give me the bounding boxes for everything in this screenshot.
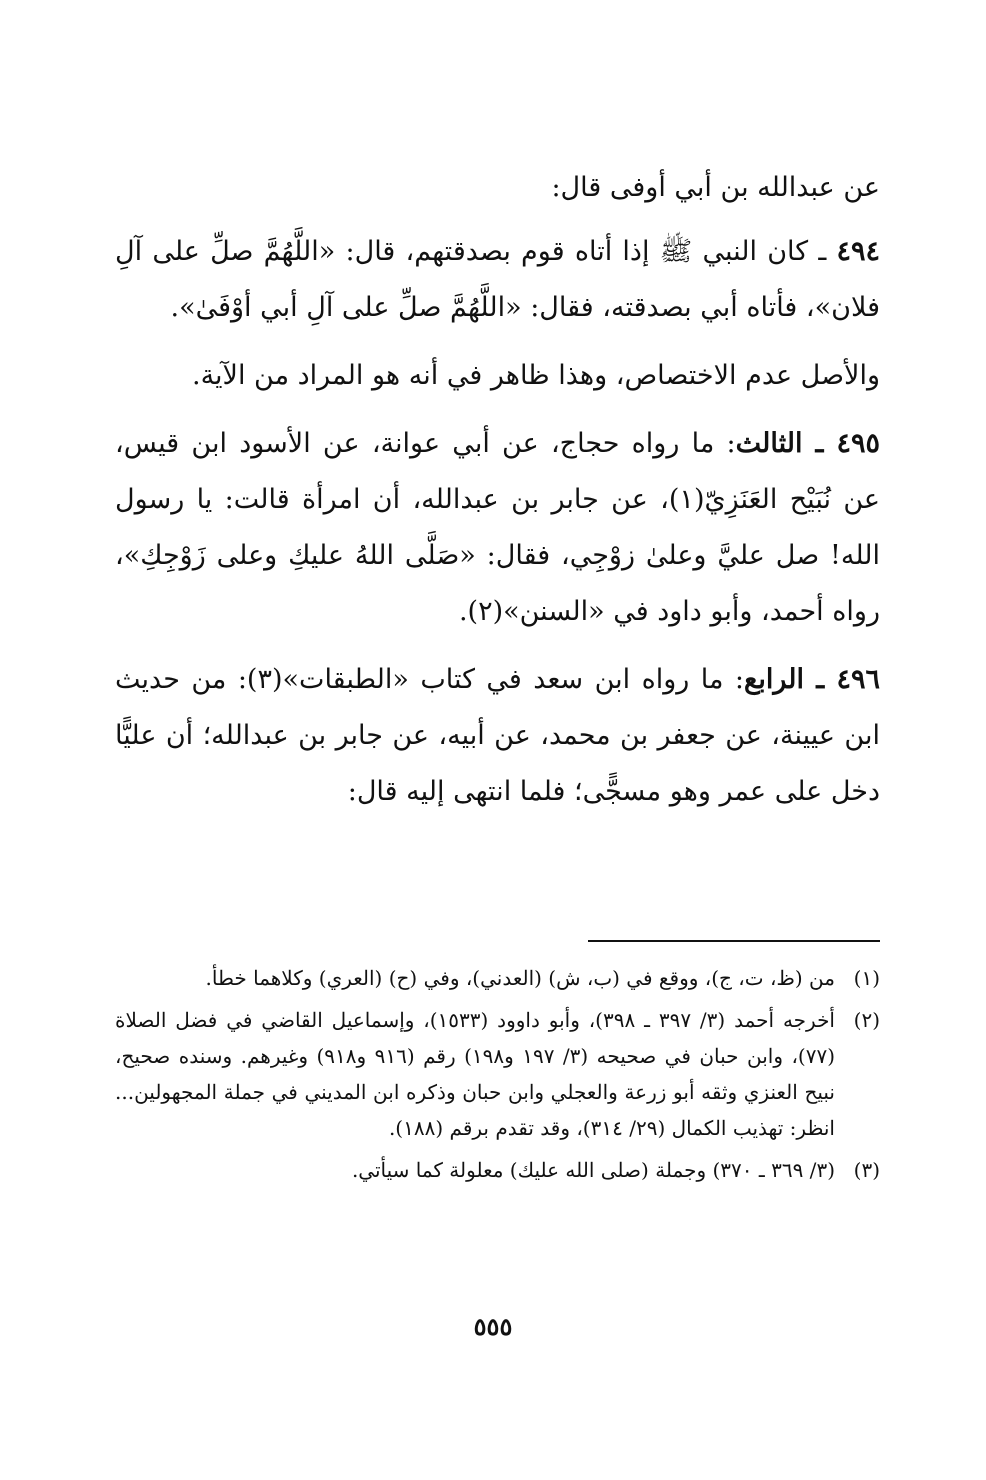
hadith-number-494: ٤٩٤ bbox=[836, 236, 880, 267]
footnotes bbox=[115, 960, 880, 1194]
footnote-separator bbox=[588, 940, 880, 942]
footnote-marker: (١) bbox=[853, 966, 880, 990]
hadith-496-text: : ما رواه ابن سعد في كتاب «الطبقات»(٣): من حديث ابن عيينة، عن جعفر بن محمد، عن أبيه، عن جابر بن عبدالله؛ أن عليًّا دخل على عمر وهو مسجًّى؛ فلما انتهى إليه قال: bbox=[115, 664, 880, 807]
hadith-496 bbox=[115, 652, 880, 820]
commentary-paragraph bbox=[115, 348, 880, 404]
hadith-496-label: ـ الرابع bbox=[744, 664, 837, 695]
footnote-marker: (٣) bbox=[853, 1158, 880, 1182]
footnote-1 bbox=[115, 960, 880, 996]
footnote-marker: (٢) bbox=[853, 1008, 880, 1032]
hadith-494-text: ـ كان النبي ﷺ إذا أتاه قوم بصدقتهم، قال: «اللَّهُمَّ صلِّ على آلِ فلان»، فأتاه أبي بصدقته، فقال: «اللَّهُمَّ صلِّ على آلِ أبي أوْفَىٰ». bbox=[115, 236, 880, 323]
hadith-number-496: ٤٩٦ bbox=[836, 664, 880, 695]
hadith-495-text: : ما رواه حجاج، عن أبي عوانة، عن الأسود ابن قيس، عن نُبَيْح العَنَزِيّ(١)، عن جابر بن عبدالله، أن امرأة قالت: يا رسول الله! صل عليَّ وعلىٰ زوْجِي، فقال: «صَلَّى اللهُ عليكِ وعلى زَوْجِكِ»، رواه أحمد، وأبو داود في «السنن»(٢). bbox=[115, 428, 880, 627]
commentary-text: والأصل عدم الاختصاص، وهذا ظاهر في أنه هو المراد من الآية. bbox=[191, 360, 880, 391]
hadith-494 bbox=[115, 224, 880, 336]
page-number: ٥٥٥ bbox=[473, 1312, 513, 1341]
footnote-text: أخرجه أحمد (٣/ ٣٩٧ ـ ٣٩٨)، وأبو داوود (١٥٣٣)، وإسماعيل القاضي في فضل الصلاة (٧٧)، وابن حبان في صحيحه (٣/ ١٩٧ و١٩٨) رقم (٩١٦ و٩١٨) وغيرهم. وسنده صحيح، نبيح العنزي وثقه أبو زرعة والعجلي وابن حبان وذكره ابن المديني في جملة المجهولين... انظر: تهذيب الكمال (٢٩/ ٣١٤)، وقد تقدم برقم (١٨٨). bbox=[115, 1008, 835, 1140]
footnote-2 bbox=[115, 1002, 880, 1146]
hadith-495-label: ـ الثالث bbox=[735, 428, 837, 459]
footnote-3 bbox=[115, 1152, 880, 1188]
intro-text: عن عبدالله بن أبي أوفى قال: bbox=[551, 172, 880, 203]
footnote-text: (٣/ ٣٦٩ ـ ٣٧٠) وجملة (صلى الله عليك) معلولة كما سيأتي. bbox=[351, 1158, 835, 1182]
hadith-number-495: ٤٩٥ bbox=[836, 428, 880, 459]
intro-line bbox=[115, 160, 880, 216]
hadith-495 bbox=[115, 416, 880, 640]
main-text bbox=[115, 160, 880, 832]
footnote-text: من (ظ، ت، ج)، ووقع في (ب، ش) (العدني)، وفي (ح) (العري) وكلاهما خطأ. bbox=[205, 966, 835, 990]
